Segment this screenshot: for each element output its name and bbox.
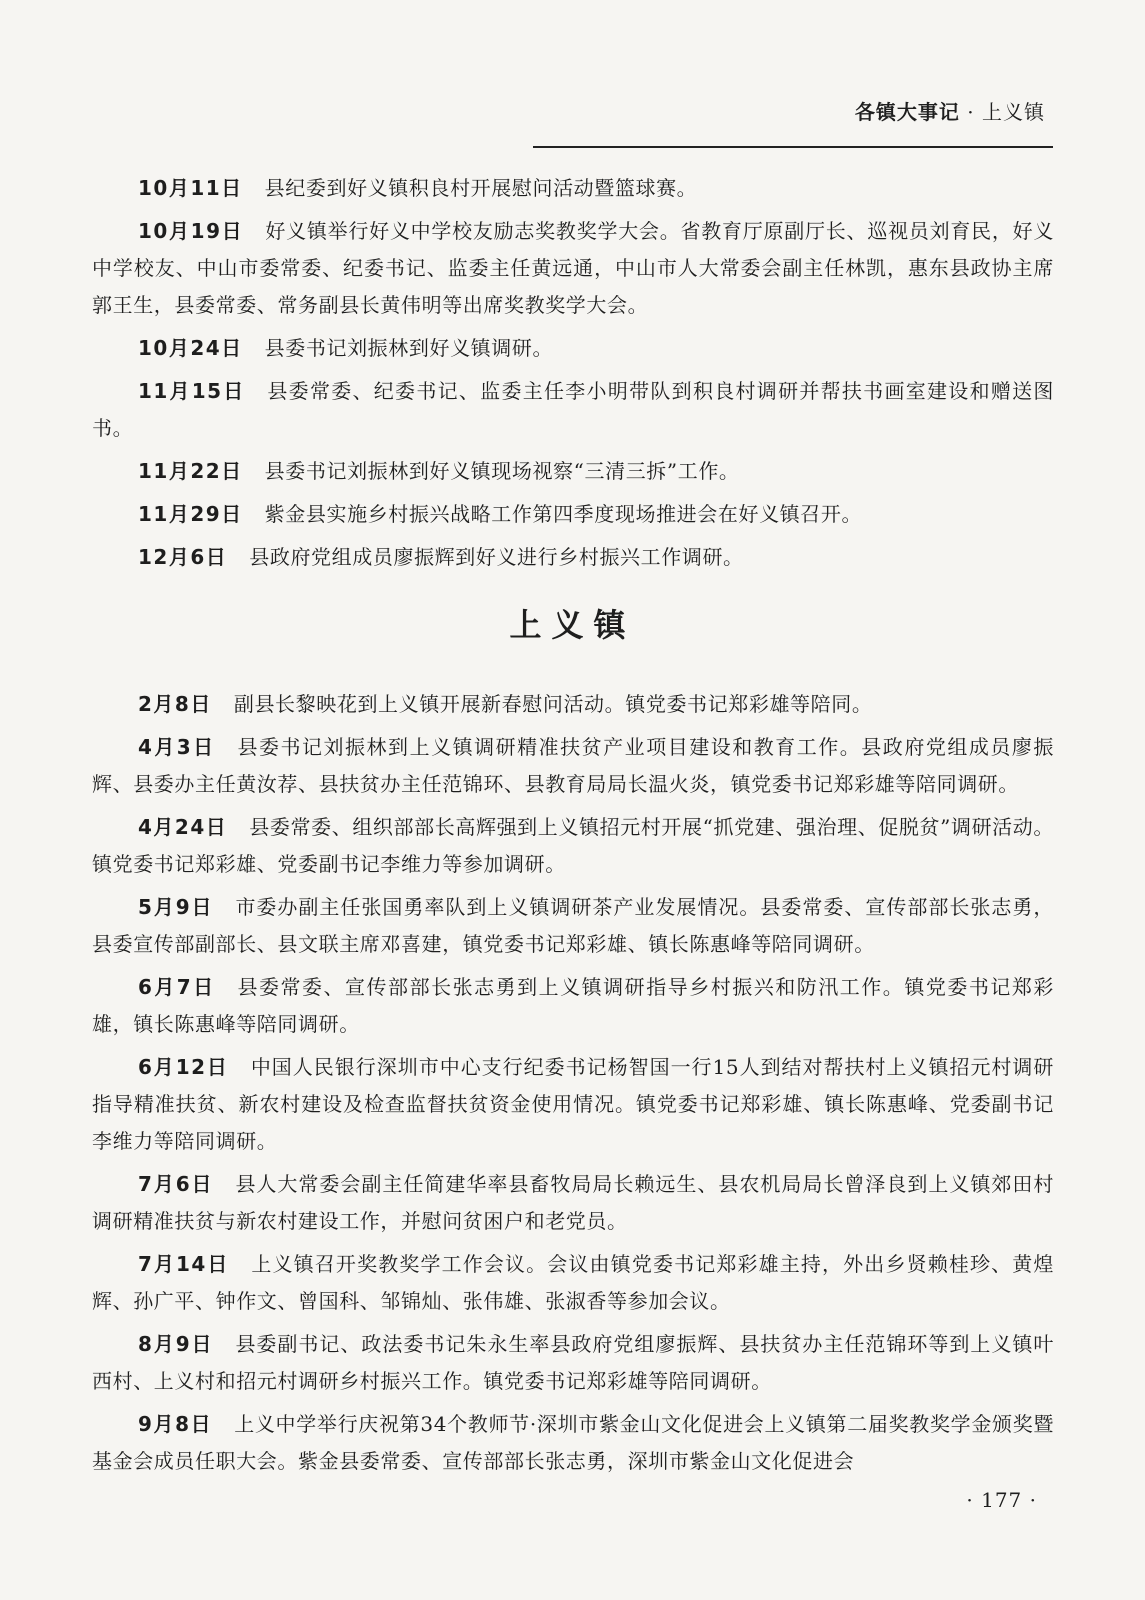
entry-text: 县委书记刘振林到好义镇调研。 bbox=[264, 336, 554, 360]
entry-text: 县政府党组成员廖振辉到好义进行乡村振兴工作调研。 bbox=[249, 545, 744, 569]
entries-after-list bbox=[92, 686, 1054, 1486]
chronicle-entry bbox=[92, 170, 1054, 207]
chronicle-entry bbox=[92, 1326, 1054, 1400]
entry-text: 县纪委到好义镇积良村开展慰问活动暨篮球赛。 bbox=[264, 176, 698, 200]
entry-text: 县人大常委会副主任简建华率县畜牧局局长赖远生、县农机局局长曾泽良到上义镇郊田村调研精准扶贫与新农村建设工作，并慰问贫困户和老党员。 bbox=[92, 1172, 1054, 1233]
entry-date: 6月7日 bbox=[138, 975, 216, 999]
chronicle-entry bbox=[92, 1406, 1054, 1480]
entries-before-list bbox=[92, 170, 1054, 582]
chronicle-entry bbox=[92, 213, 1054, 324]
running-header-section: 上义镇 bbox=[982, 100, 1045, 124]
entry-text: 紫金县实施乡村振兴战略工作第四季度现场推进会在好义镇召开。 bbox=[264, 502, 863, 526]
entry-text: 好义镇举行好义中学校友励志奖教奖学大会。省教育厅原副厅长、巡视员刘育民，好义中学校友、中山市委常委、纪委书记、监委主任黄远通，中山市人大常委会副主任林凯，惠东县政协主席郭王生，县委常委、常务副县长黄伟明等出席奖教奖学大会。 bbox=[92, 219, 1054, 317]
chronicle-entry bbox=[92, 1246, 1054, 1320]
entry-text: 市委办副主任张国勇率队到上义镇调研茶产业发展情况。县委常委、宣传部部长张志勇，县委宣传部副部长、县文联主席邓喜建，镇党委书记郑彩雄、镇长陈惠峰等陪同调研。 bbox=[92, 895, 1054, 956]
entry-date: 7月14日 bbox=[138, 1252, 230, 1276]
entry-date: 4月3日 bbox=[138, 735, 216, 759]
entry-text: 上义镇召开奖教奖学工作会议。会议由镇党委书记郑彩雄主持，外出乡贤赖桂珍、黄煌辉、孙广平、钟作文、曾国科、邹锦灿、张伟雄、张淑香等参加会议。 bbox=[92, 1252, 1054, 1313]
chronicle-entry bbox=[92, 889, 1054, 963]
chronicle-entry bbox=[92, 330, 1054, 367]
chronicle-entry bbox=[92, 1166, 1054, 1240]
chronicle-entry bbox=[92, 686, 1054, 723]
entry-text: 县委常委、宣传部部长张志勇到上义镇调研指导乡村振兴和防汛工作。镇党委书记郑彩雄，镇长陈惠峰等陪同调研。 bbox=[92, 975, 1054, 1036]
entry-date: 6月12日 bbox=[138, 1055, 229, 1079]
chronicle-entry bbox=[92, 729, 1054, 803]
entry-date: 12月6日 bbox=[138, 545, 228, 569]
running-header-separator: · bbox=[967, 100, 975, 124]
entry-date: 11月22日 bbox=[138, 459, 243, 483]
entry-text: 县委书记刘振林到好义镇现场视察“三清三拆”工作。 bbox=[264, 459, 740, 483]
entry-text: 中国人民银行深圳市中心支行纪委书记杨智国一行15人到结对帮扶村上义镇招元村调研指导精准扶贫、新农村建设及检查监督扶贫资金使用情况。镇党委书记郑彩雄、镇长陈惠峰、党委副书记李维力等陪同调研。 bbox=[92, 1055, 1055, 1153]
page-number: · 177 · bbox=[966, 1488, 1037, 1512]
chronicle-entry bbox=[92, 809, 1054, 883]
entry-date: 5月9日 bbox=[138, 895, 214, 919]
entry-date: 10月19日 bbox=[138, 219, 244, 243]
entry-date: 7月6日 bbox=[138, 1172, 214, 1196]
chronicle-entry bbox=[92, 373, 1054, 447]
header-rule bbox=[533, 146, 1053, 148]
entry-date: 4月24日 bbox=[138, 815, 228, 839]
entry-date: 11月15日 bbox=[138, 379, 246, 403]
chronicle-entry bbox=[92, 539, 1054, 576]
entry-date: 2月8日 bbox=[138, 692, 212, 716]
entry-text: 县委副书记、政法委书记朱永生率县政府党组廖振辉、县扶贫办主任范锦环等到上义镇叶西村、上义村和招元村调研乡村振兴工作。镇党委书记郑彩雄等陪同调研。 bbox=[92, 1332, 1054, 1393]
chronicle-entry bbox=[92, 496, 1054, 533]
entry-text: 副县长黎映花到上义镇开展新春慰问活动。镇党委书记郑彩雄等陪同。 bbox=[233, 692, 873, 716]
entry-date: 10月11日 bbox=[138, 176, 243, 200]
entry-text: 县委常委、纪委书记、监委主任李小明带队到积良村调研并帮扶书画室建设和赠送图书。 bbox=[92, 379, 1055, 440]
section-title: 上义镇 bbox=[509, 606, 636, 644]
entry-date: 10月24日 bbox=[138, 336, 243, 360]
running-header bbox=[855, 96, 1045, 125]
entry-date: 9月8日 bbox=[138, 1412, 213, 1436]
entry-text: 县委常委、组织部部长高辉强到上义镇招元村开展“抓党建、强治理、促脱贫”调研活动。镇党委书记郑彩雄、党委副书记李维力等参加调研。 bbox=[92, 815, 1054, 876]
chronicle-entry bbox=[92, 453, 1054, 490]
entry-text: 上义中学举行庆祝第34个教师节·深圳市紫金山文化促进会上义镇第二届奖教奖学金颁奖暨基金会成员任职大会。紫金县委常委、宣传部部长张志勇，深圳市紫金山文化促进会 bbox=[92, 1412, 1054, 1473]
entry-date: 11月29日 bbox=[138, 502, 243, 526]
running-header-title: 各镇大事记 bbox=[854, 100, 960, 124]
chronicle-entry bbox=[92, 969, 1054, 1043]
entry-text: 县委书记刘振林到上义镇调研精准扶贫产业项目建设和教育工作。县政府党组成员廖振辉、县委办主任黄汝荐、县扶贫办主任范锦环、县教育局局长温火炎，镇党委书记郑彩雄等陪同调研。 bbox=[92, 735, 1054, 796]
chronicle-entry bbox=[92, 1049, 1054, 1160]
entry-date: 8月9日 bbox=[138, 1332, 214, 1356]
